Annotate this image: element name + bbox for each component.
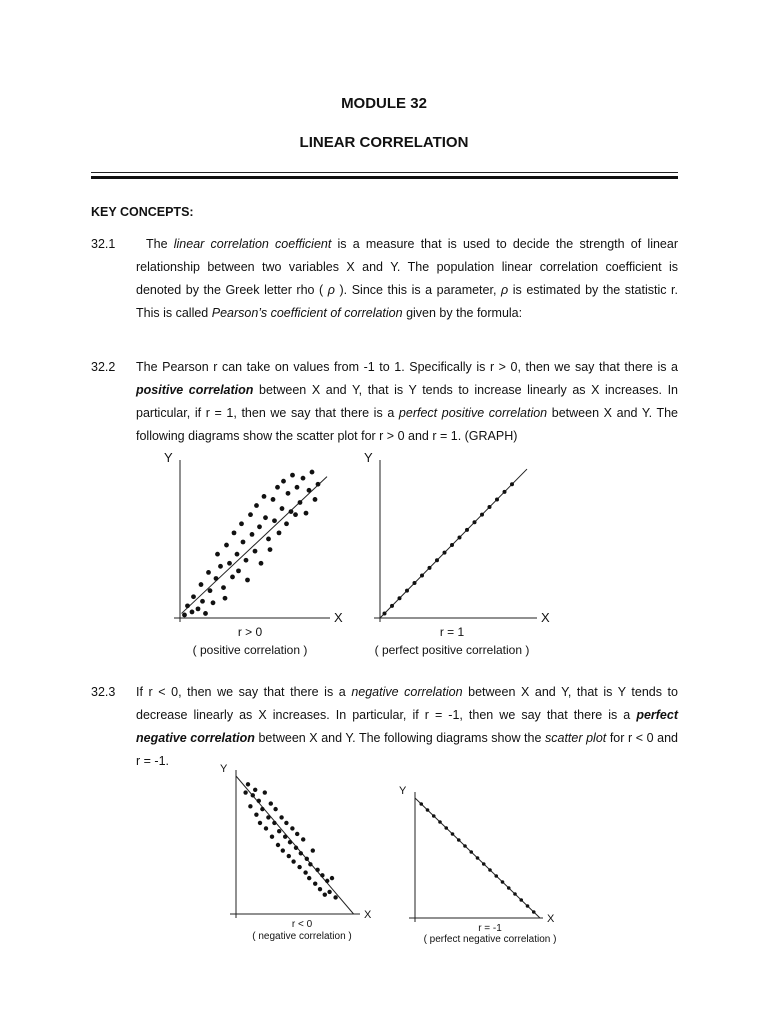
data-point: [501, 880, 505, 884]
data-point: [297, 865, 301, 869]
data-point: [286, 491, 291, 496]
data-point: [275, 485, 280, 490]
data-point: [513, 892, 517, 896]
data-point: [420, 573, 424, 577]
data-point: [419, 802, 423, 806]
divider-thick: [91, 176, 678, 179]
concept-number: 32.1: [91, 237, 116, 251]
data-point: [327, 890, 331, 894]
key-concepts-heading: KEY CONCEPTS:: [91, 205, 194, 219]
scatter-positive-correlation: [155, 450, 355, 660]
data-point: [263, 790, 267, 794]
concept-number: 32.2: [91, 360, 116, 374]
data-point: [259, 561, 264, 566]
data-point: [457, 838, 461, 842]
data-point: [299, 851, 303, 855]
data-point: [330, 876, 334, 880]
data-point: [208, 588, 213, 593]
data-point: [519, 898, 523, 902]
emphasis-bold-italic: perfect negative correlation: [136, 708, 678, 745]
data-point: [473, 520, 477, 524]
chart-caption: r = 1: [439, 625, 465, 639]
x-axis-label: X: [334, 610, 343, 625]
chart-subcaption: ( negative correlation ): [252, 931, 352, 942]
data-point: [224, 543, 229, 548]
data-point: [526, 904, 530, 908]
data-point: [230, 575, 235, 580]
data-point: [248, 512, 253, 517]
data-point: [307, 488, 312, 493]
topic-heading: LINEAR CORRELATION: [299, 134, 469, 151]
data-point: [507, 886, 511, 890]
data-point: [293, 512, 298, 517]
concept-32-1: [91, 233, 678, 325]
data-point: [303, 870, 307, 874]
data-point: [290, 473, 295, 478]
y-axis-label: Y: [399, 785, 407, 797]
emphasis-italic: scatter plot: [545, 731, 607, 745]
concept-32-3: [91, 681, 678, 773]
module-heading: MODULE 32: [341, 95, 427, 112]
data-point: [316, 482, 321, 487]
data-point: [206, 570, 211, 575]
data-point: [203, 611, 208, 616]
data-point: [435, 558, 439, 562]
y-axis-label: Y: [364, 450, 373, 465]
data-point: [444, 826, 448, 830]
scatter-negative-correlation: [210, 763, 380, 950]
data-point: [283, 835, 287, 839]
data-point: [313, 881, 317, 885]
data-point: [254, 812, 258, 816]
data-point: [241, 540, 246, 545]
data-point: [211, 600, 216, 605]
data-point: [301, 837, 305, 841]
data-point: [243, 790, 247, 794]
data-point: [250, 532, 255, 537]
data-point: [289, 509, 294, 514]
chart-subcaption: ( perfect negative correlation ): [423, 934, 557, 945]
data-point: [307, 876, 311, 880]
data-point: [325, 879, 329, 883]
data-point: [428, 566, 432, 570]
concept-text: The linear correlation coefficient is a measure that is used to decide the strength of linear relationship between two variables X and Y. The population linear correlation coefficient is denoted by the Greek letter rho ( ρ ). Since this is a parameter, ρ is estimated by the statistic r. This is called Pearson’s coefficient of correlation given by the formula:: [136, 237, 678, 320]
data-point: [266, 815, 270, 819]
data-point: [232, 530, 237, 535]
data-point: [320, 873, 324, 877]
y-axis-label: Y: [220, 763, 228, 775]
data-point: [253, 788, 257, 792]
data-point: [271, 497, 276, 502]
emphasis-bold-italic: positive correlation: [136, 383, 254, 397]
data-point: [458, 535, 462, 539]
data-point: [279, 815, 283, 819]
y-axis-label: Y: [164, 450, 173, 465]
data-point: [287, 854, 291, 858]
emphasis-italic: negative correlation: [351, 685, 463, 699]
data-point: [311, 848, 315, 852]
data-point: [494, 874, 498, 878]
data-point: [239, 521, 244, 526]
data-point: [313, 497, 318, 502]
data-point: [503, 490, 507, 494]
data-point: [465, 528, 469, 532]
data-point: [248, 804, 252, 808]
data-point: [438, 820, 442, 824]
data-point: [398, 596, 402, 600]
data-point: [196, 606, 201, 611]
data-point: [281, 479, 286, 484]
emphasis-italic: perfect positive correlation: [398, 406, 548, 420]
data-point: [333, 895, 337, 899]
data-point: [323, 892, 327, 896]
data-point: [280, 506, 285, 511]
data-point: [182, 613, 187, 618]
data-point: [426, 808, 430, 812]
data-point: [253, 549, 258, 554]
data-point: [315, 868, 319, 872]
data-point: [288, 840, 292, 844]
x-axis-label: X: [541, 610, 550, 625]
data-point: [390, 604, 394, 608]
data-point: [273, 807, 277, 811]
data-point: [276, 843, 280, 847]
data-point: [294, 846, 298, 850]
chart-subcaption: ( perfect positive correlation ): [374, 643, 530, 657]
data-point: [185, 603, 190, 608]
data-point: [251, 793, 255, 797]
emphasis-italic: ρ: [501, 283, 509, 297]
data-point: [295, 832, 299, 836]
data-point: [223, 596, 228, 601]
data-point: [246, 782, 250, 786]
data-point: [190, 610, 195, 615]
scatter-perfect-positive-correlation: [362, 450, 562, 660]
data-point: [258, 821, 262, 825]
x-axis-label: X: [547, 913, 555, 925]
data-point: [295, 485, 300, 490]
data-point: [476, 856, 480, 860]
concept-number: 32.3: [91, 685, 116, 699]
data-point: [264, 826, 268, 830]
data-point: [291, 859, 295, 863]
data-point: [305, 857, 309, 861]
chart-caption: r > 0: [237, 625, 263, 639]
data-point: [463, 844, 467, 848]
data-point: [290, 826, 294, 830]
data-point: [191, 594, 196, 599]
data-point: [272, 518, 277, 523]
data-point: [277, 829, 281, 833]
data-point: [199, 582, 204, 587]
data-point: [272, 821, 276, 825]
data-point: [298, 500, 303, 505]
chart-subcaption: ( positive correlation ): [192, 643, 308, 657]
data-point: [310, 470, 315, 475]
data-point: [245, 578, 250, 583]
data-point: [244, 558, 249, 563]
x-axis-label: X: [364, 909, 372, 921]
data-point: [270, 835, 274, 839]
data-point: [266, 537, 271, 542]
data-point: [532, 910, 536, 914]
data-point: [284, 821, 288, 825]
data-point: [277, 530, 282, 535]
data-point: [495, 497, 499, 501]
data-point: [510, 482, 514, 486]
data-point: [257, 524, 262, 529]
data-point: [301, 476, 306, 481]
data-point: [318, 887, 322, 891]
concept-text: The Pearson r can take on values from -1 to 1. Specifically is r > 0, then we say that there is a positive correlation between X and Y, that is Y tends to increase linearly as X increases. In particular, if r = 1, then we say that there is a perfect positive correlation between X and Y. The following diagrams show the scatter plot for r > 0 and r = 1. (GRAPH): [136, 360, 679, 443]
data-point: [304, 511, 309, 516]
data-point: [284, 521, 289, 526]
data-point: [235, 552, 240, 557]
data-point: [405, 589, 409, 593]
data-point: [200, 599, 205, 604]
data-point: [450, 543, 454, 547]
data-point: [269, 801, 273, 805]
data-point: [432, 814, 436, 818]
data-point: [227, 561, 232, 566]
data-point: [268, 547, 273, 552]
data-point: [281, 848, 285, 852]
data-point: [263, 515, 268, 520]
data-point: [260, 807, 264, 811]
concept-32-2: [91, 356, 678, 448]
data-point: [443, 551, 447, 555]
data-point: [308, 862, 312, 866]
data-point: [214, 576, 219, 581]
emphasis-italic: Pearson’s coefficient of correlation: [211, 306, 403, 320]
concept-text: If r < 0, then we say that there is a negative correlation between X and Y, that is Y tends to decrease linearly as X increases. In particular, if r = -1, then we say that there is a perfect negative correlation between X and Y. The following diagrams show the scatter plot for r < 0 and r = -1.: [136, 685, 678, 768]
emphasis-italic: linear correlation coefficient: [173, 237, 332, 251]
data-point: [488, 505, 492, 509]
data-point: [218, 564, 223, 569]
data-point: [262, 494, 267, 499]
data-point: [469, 850, 473, 854]
data-point: [480, 513, 484, 517]
data-point: [221, 585, 226, 590]
data-point: [413, 581, 417, 585]
data-point: [257, 799, 261, 803]
chart-caption: r = -1: [478, 923, 502, 934]
data-point: [215, 552, 220, 557]
data-point: [451, 832, 455, 836]
divider-thin: [91, 172, 678, 173]
data-point: [488, 868, 492, 872]
trend-line: [182, 477, 328, 614]
data-point: [482, 862, 486, 866]
data-point: [254, 503, 259, 508]
chart-caption: r < 0: [291, 919, 313, 930]
emphasis-italic: ρ: [327, 283, 335, 297]
data-point: [236, 568, 241, 573]
data-point: [383, 611, 387, 615]
scatter-perfect-negative-correlation: [395, 785, 557, 950]
